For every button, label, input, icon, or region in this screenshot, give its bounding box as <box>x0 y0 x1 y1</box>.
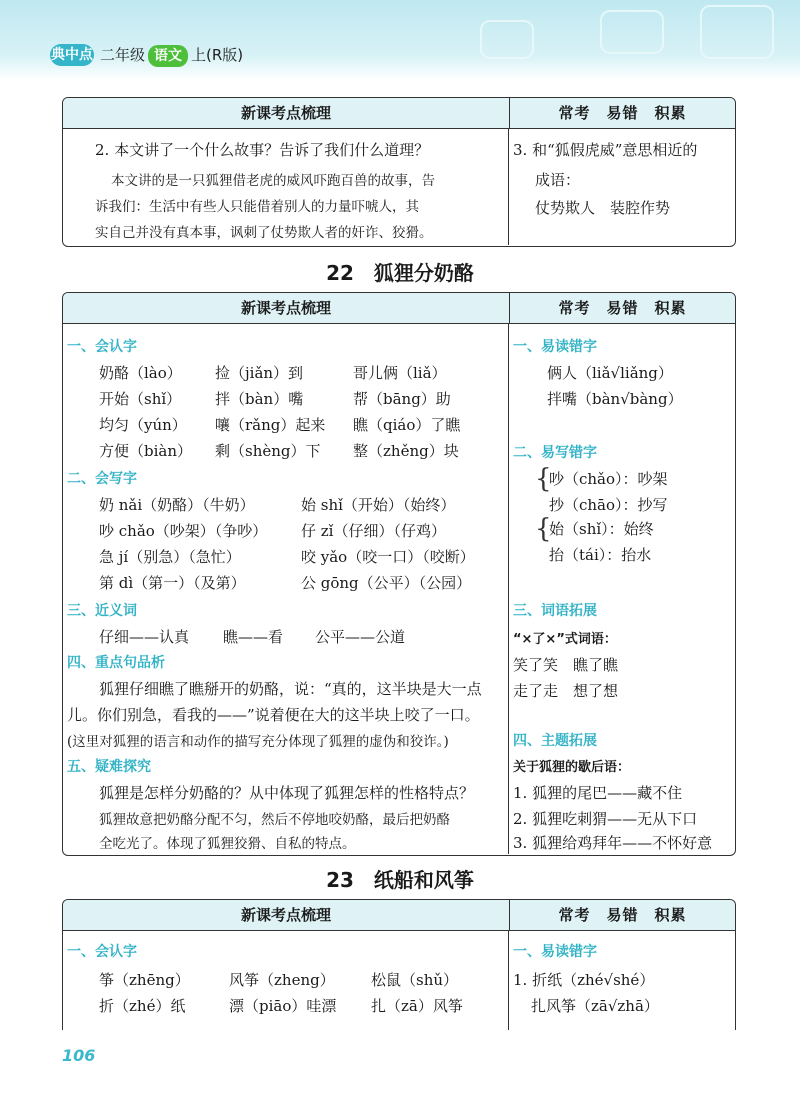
xiehouyu-item: 1. 狐狸的尾巴——藏不住 <box>513 784 683 802</box>
brand-logo: 典中点 <box>50 44 94 66</box>
lesson23-title: 23 纸船和风筝 <box>326 868 474 892</box>
recognize-item: 方便（biàn） <box>99 442 193 460</box>
recognize-item: 开始（shǐ） <box>99 390 182 408</box>
write-item: 急 jí（别急）（急忙） <box>99 548 241 566</box>
misread-item: 扎风筝（zā√zhā） <box>531 997 659 1015</box>
brace-icon: { <box>535 514 552 544</box>
key-sentence: 儿。你们别急，看我的——”说着便在大的这半块上咬了一口。 <box>67 706 480 724</box>
section-heading: 一、会认字 <box>67 944 137 960</box>
recognize-item: 松鼠（shǔ） <box>371 971 459 989</box>
box-header <box>63 900 735 931</box>
answer-line: 本文讲的是一只狐狸借老虎的威风吓跑百兽的故事，告 <box>111 173 435 189</box>
misread-item: 1. 折纸（zhé√shé） <box>513 971 655 989</box>
miswrite-item: 吵（chǎo）：吵架 <box>549 470 668 488</box>
write-item: 第 dì（第一）（及第） <box>99 574 246 592</box>
recognize-item: 帮（bāng）助 <box>353 390 451 408</box>
right-column <box>509 129 735 245</box>
box-header <box>63 98 735 129</box>
section-heading: 一、易读错字 <box>513 944 597 960</box>
answer-line: 诉我们：生活中有些人只能借着别人的力量吓唬人，其 <box>95 199 419 215</box>
left-column <box>63 129 509 245</box>
section-heading: 四、重点句品析 <box>67 655 165 671</box>
right-question: 成语： <box>535 171 581 189</box>
write-item: 咬 yǎo（咬一口）（咬断） <box>301 548 475 566</box>
header-band <box>0 0 800 80</box>
answer-line: 实自己并没有真本事，讽刺了仗势欺人者的奸诈、狡猾。 <box>95 225 433 241</box>
recognize-item: 风筝（zheng） <box>229 971 335 989</box>
miswrite-item: 抄（chāo）：抄写 <box>549 496 668 514</box>
grade-label: 二年级 <box>100 46 146 64</box>
left-column <box>63 931 509 1030</box>
question: 2. 本文讲了一个什么故事？告诉了我们什么道理？ <box>95 141 430 159</box>
recognize-item: 整（zhěng）块 <box>353 442 459 460</box>
inquiry-question: 狐狸是怎样分奶酪的？从中体现了狐狸怎样的性格特点？ <box>99 784 475 802</box>
recognize-text: 奶酪（lào） <box>99 364 182 382</box>
book-title <box>100 44 243 66</box>
inquiry-answer: 狐狸故意把奶酪分配不匀，然后不停地咬奶酪，最后把奶酪 <box>99 812 450 828</box>
left-column <box>63 324 509 854</box>
box-header-right: 常考 易错 积累 <box>558 299 687 317</box>
section-heading: 三、词语拓展 <box>513 603 597 619</box>
xiehouyu-heading: 关于狐狸的歇后语： <box>513 760 631 775</box>
subject-badge: 语文 <box>148 45 188 67</box>
write-item: 公 gōng（公平）（公园） <box>301 574 472 592</box>
recognize-item: 均匀（yún） <box>99 416 187 434</box>
recognize-item: 捡（jiǎn）到 <box>215 364 304 382</box>
box-header-right: 常考 易错 积累 <box>558 906 687 924</box>
recognize-item: 瞧（qiáo）了瞧 <box>353 416 461 434</box>
decorative-frame <box>700 5 774 59</box>
xiehouyu-item: 3. 狐狸给鸡拜年——不怀好意 <box>513 834 713 852</box>
edition-label: 上(R版) <box>191 46 244 64</box>
section-heading: 五、疑难探究 <box>67 759 151 775</box>
page-number: 106 <box>62 1046 96 1065</box>
recognize-item: 拌（bàn）嘴 <box>215 390 304 408</box>
write-item: 仔 zǐ（仔细）（仔鸡） <box>301 522 446 540</box>
key-sentence: 狐狸仔细瞧了瞧掰开的奶酪，说：“真的，这半块是大一点 <box>99 680 482 698</box>
word-pattern: “×了×”式词语： <box>513 632 617 647</box>
recognize-item: 嚷（rǎng）起来 <box>215 416 326 434</box>
recognize-item: 哥儿俩（liǎ） <box>353 364 447 382</box>
inquiry-answer: 全吃光了。体现了狐狸狡猾、自私的特点。 <box>99 836 356 852</box>
brace-icon: { <box>535 464 552 494</box>
misread-item: 拌嘴（bàn√bàng） <box>547 390 683 408</box>
recognize-item: 漂（piāo）哇漂 <box>229 997 337 1015</box>
right-question: 3. 和“狐假虎威”意思相近的 <box>513 141 698 159</box>
box-header-left: 新课考点梳理 <box>63 98 510 128</box>
box-header <box>63 293 735 324</box>
lesson22-box <box>62 292 736 856</box>
box-header-left: 新课考点梳理 <box>63 293 510 323</box>
lesson23-box <box>62 899 736 1030</box>
pattern-words: 走了走 想了想 <box>513 682 619 700</box>
right-column <box>509 324 735 854</box>
recognize-item: 扎（zā）风筝 <box>371 997 463 1015</box>
right-answer: 仗势欺人 装腔作势 <box>535 199 671 217</box>
section-heading: 二、易写错字 <box>513 445 597 461</box>
lesson22-title: 22 狐狸分奶酪 <box>326 261 474 285</box>
decorative-frame <box>480 20 534 59</box>
recognize-item <box>99 362 182 383</box>
synonym-item: 公平——公道 <box>315 628 406 646</box>
write-item: 奶 nǎi（奶酪）（牛奶） <box>99 496 255 514</box>
recognize-item: 剩（shèng）下 <box>215 442 321 460</box>
section-heading: 三、近义词 <box>67 603 137 619</box>
right-column <box>509 931 735 1030</box>
recognize-item: 折（zhé）纸 <box>99 997 186 1015</box>
section-heading: 二、会写字 <box>67 471 137 487</box>
miswrite-item: 始（shǐ）：始终 <box>549 520 654 538</box>
sentence-analysis: (这里对狐狸的语言和动作的描写充分体现了狐狸的虚伪和狡诈。) <box>67 734 449 750</box>
misread-item: 俩人（liǎ√liǎng） <box>547 364 673 382</box>
write-item: 吵 chǎo（吵架）（争吵） <box>99 522 268 540</box>
section-heading: 一、会认字 <box>67 339 137 355</box>
box-header-right: 常考 易错 积累 <box>558 104 687 122</box>
write-item: 始 shǐ（开始）（始终） <box>301 496 456 514</box>
synonym-item: 仔细——认真 <box>99 628 190 646</box>
section-heading: 一、易读错字 <box>513 339 597 355</box>
section-heading: 四、主题拓展 <box>513 733 597 749</box>
box-header-left: 新课考点梳理 <box>63 900 510 930</box>
miswrite-item: 抬（tái）：抬水 <box>549 546 652 564</box>
recognize-item: 筝（zhēng） <box>99 971 190 989</box>
xiehouyu-item: 2. 狐狸吃刺猬——无从下口 <box>513 810 698 828</box>
synonym-item: 瞧——看 <box>223 628 284 646</box>
lesson21-box <box>62 97 736 247</box>
decorative-frame <box>600 10 664 54</box>
pattern-words: 笑了笑 瞧了瞧 <box>513 656 619 674</box>
